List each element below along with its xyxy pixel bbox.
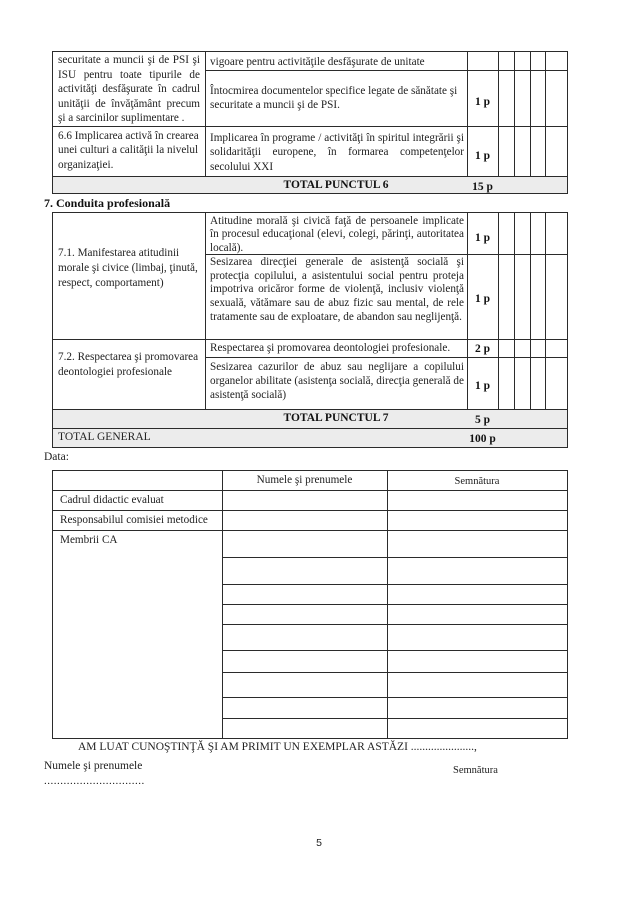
criterion-6-6-text: 6.6 Implicarea activă în crearea unei culturi a calităţii la nivelul organizaţiei. bbox=[58, 130, 199, 171]
indicator-6-5-b: Întocmirea documentelor specifice legate de sănătate şi securitate a muncii şi de PSI. bbox=[210, 85, 458, 111]
header-signature: Semnătura bbox=[454, 476, 500, 487]
total-7-score: 5 p bbox=[474, 414, 491, 426]
acknowledgment-dots: ......................, bbox=[410, 741, 477, 753]
row-commission-head: Responsabilul comisiei metodice bbox=[60, 514, 208, 526]
score-6-6-a: 1 p bbox=[474, 150, 491, 162]
total-general-label: TOTAL GENERAL bbox=[58, 431, 151, 443]
criterion-7-2-text: 7.2. Respectarea şi promovarea deontologiei profesionale bbox=[58, 351, 199, 378]
criterion-6-5-text: securitate a muncii şi de PSI şi ISU pentru toate tipurile de activităţi desfăşurate în cadrul unităţii de învăţământ precum şi a sarcinilor suplimentare . bbox=[58, 54, 200, 125]
total-6-score: 15 p bbox=[472, 181, 493, 193]
header-name: Numele şi prenumele bbox=[256, 474, 353, 486]
total-general-score: 100 p bbox=[469, 433, 496, 445]
score-7-2-a: 2 p bbox=[474, 343, 491, 355]
score-7-2-b: 1 p bbox=[474, 380, 491, 392]
row-board-members: Membrii CA bbox=[60, 534, 118, 546]
page-number: 5 bbox=[316, 837, 322, 849]
row-evaluated-teacher: Cadrul didactic evaluat bbox=[60, 494, 164, 506]
criterion-7-1-text: 7.1. Manifestarea atitudinii morale şi civice (limbaj, ţinută, respect, comportament) bbox=[58, 247, 198, 289]
total-7-label: TOTAL PUNCTUL 7 bbox=[283, 412, 389, 424]
date-label: Data: bbox=[44, 451, 69, 463]
score-7-1-a: 1 p bbox=[474, 232, 491, 244]
indicator-7-2-a: Respectarea şi promovarea deontologiei profesionale. bbox=[210, 342, 451, 354]
total-6-label: TOTAL PUNCTUL 6 bbox=[283, 179, 389, 191]
indicator-7-1-b: Sesizarea direcţiei generale de asistenţă socială şi protecţia copilului, a asistentului social pentru proteja impotriva oricăror forme de violenţă, inclusiv violenţă sexuală, vătămare sau de abuz fizic sau mental, de rele tratamente sau de exploatare, de abandon sau neglijenţă. bbox=[210, 256, 464, 323]
score-7-1-b: 1 p bbox=[474, 293, 491, 305]
name-label: Numele şi prenumele bbox=[44, 760, 143, 772]
score-6-5-b: 1 p bbox=[474, 96, 491, 108]
indicator-7-1-a: Atitudine morală şi civică faţă de persoanele implicate în procesul educaţional (elevi, colegi, părinţi, autoritatea locală). bbox=[210, 215, 464, 254]
indicator-7-2-b: Sesizarea cazurilor de abuz sau neglijare a copilului organelor abilitate (asistenţa socială, direcţia generală de asistenţă socială) bbox=[210, 361, 464, 402]
signature-label: Semnătura bbox=[453, 765, 498, 776]
acknowledgment-text: AM LUAT CUNOŞTINŢĂ ŞI AM PRIMIT UN EXEMPLAR ASTĂZI bbox=[78, 741, 408, 753]
acknowledgment-line bbox=[78, 741, 477, 753]
section-7-heading: 7. Conduita profesională bbox=[44, 196, 171, 210]
indicator-6-5-a: vigoare pentru activităţile desfăşurate de unitate bbox=[210, 56, 425, 68]
indicator-6-6-a: Implicarea în programe / activităţi în spiritul integrării şi solidarităţii europene, în formarea competenţelor secolului XXI bbox=[210, 132, 464, 173]
name-dots: ............................... bbox=[44, 775, 145, 787]
